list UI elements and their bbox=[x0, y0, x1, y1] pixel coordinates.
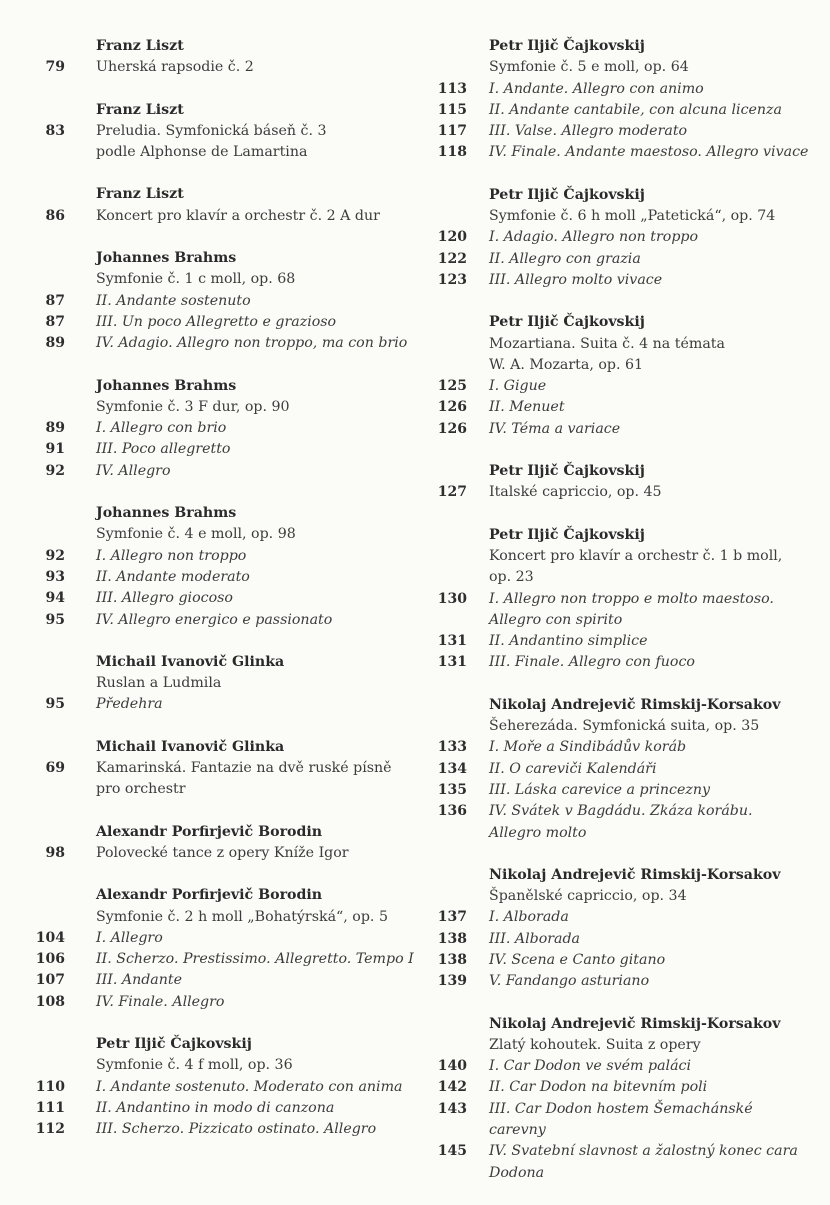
movement-row bbox=[0, 1077, 420, 1098]
movement-title: IV. Svátek v Bagdádu. Zkáza korábu. bbox=[489, 803, 753, 820]
page-number: 79 bbox=[45, 59, 65, 76]
movement-title: I. Car Dodon ve svém paláci bbox=[489, 1058, 692, 1075]
composer-name: Franz Liszt bbox=[96, 186, 184, 203]
composer-name: Petr Iljič Čajkovskij bbox=[489, 186, 645, 203]
movement-title: II. Andante cantabile, con alcuna licenza bbox=[489, 101, 782, 118]
page-number: 87 bbox=[45, 313, 65, 330]
page-number: 138 bbox=[437, 951, 467, 968]
page-number: 95 bbox=[45, 696, 65, 713]
movement-title: IV. Téma a variace bbox=[489, 420, 621, 437]
composer-name: Alexandr Porfirjevič Borodin bbox=[96, 887, 323, 904]
work-title: Mozartiana. Suita č. 4 na témata bbox=[489, 335, 725, 352]
work-title: Italské capriccio, op. 45 bbox=[489, 484, 662, 501]
page-number: 140 bbox=[437, 1058, 467, 1075]
work-title: Kamarinská. Fantazie na dvě ruské písně bbox=[96, 760, 392, 777]
index-entry bbox=[0, 376, 420, 482]
movement-row bbox=[0, 610, 420, 631]
index-entry bbox=[0, 36, 420, 79]
work-title: Uherská rapsodie č. 2 bbox=[96, 59, 254, 76]
movement-row bbox=[0, 928, 420, 949]
page-number: 93 bbox=[45, 568, 65, 585]
movement-row bbox=[0, 694, 420, 715]
movement-row bbox=[0, 588, 420, 609]
index-entry bbox=[0, 1034, 420, 1140]
movement-title: IV. Allegro energico e passionato bbox=[96, 611, 333, 628]
page-number: 142 bbox=[437, 1079, 467, 1096]
movement-row bbox=[415, 1077, 830, 1098]
work-title: op. 23 bbox=[489, 569, 534, 586]
composer-name: Johannes Brahms bbox=[96, 505, 237, 522]
composer-row bbox=[0, 737, 420, 758]
index-entry bbox=[415, 525, 830, 674]
movement-title: I. Alborada bbox=[489, 909, 569, 926]
page-number: 131 bbox=[437, 654, 467, 671]
work-row bbox=[415, 1035, 830, 1056]
movement-title: III. Finale. Allegro con fuoco bbox=[489, 654, 695, 671]
page-number: 86 bbox=[45, 207, 65, 224]
movement-row bbox=[415, 1056, 830, 1077]
composer-row bbox=[0, 376, 420, 397]
page-number: 92 bbox=[45, 462, 65, 479]
work-title: Symfonie č. 4 f moll, op. 36 bbox=[96, 1057, 293, 1074]
page-number: 134 bbox=[437, 760, 467, 777]
work-row bbox=[415, 57, 830, 78]
movement-title: III. Allegro molto vivace bbox=[489, 271, 663, 288]
page-number: 91 bbox=[45, 441, 65, 458]
page-number: 127 bbox=[437, 484, 467, 501]
movement-title: V. Fandango asturiano bbox=[489, 973, 650, 990]
movement-row bbox=[415, 1163, 830, 1184]
composer-row bbox=[0, 652, 420, 673]
index-entry bbox=[0, 248, 420, 354]
movement-title: I. Andante sostenuto. Moderato con anima bbox=[96, 1078, 403, 1095]
page-number: 113 bbox=[437, 80, 467, 97]
page-number: 117 bbox=[437, 123, 467, 140]
movement-row bbox=[415, 142, 830, 163]
movement-row bbox=[0, 461, 420, 482]
movement-row bbox=[415, 971, 830, 992]
work-row bbox=[415, 206, 830, 227]
movement-title: III. Car Dodon hostem Šemachánské bbox=[489, 1100, 753, 1117]
work-row bbox=[415, 334, 830, 355]
movement-row bbox=[415, 823, 830, 844]
movement-title: I. Gigue bbox=[489, 378, 547, 395]
movement-title: III. Allegro giocoso bbox=[96, 590, 233, 607]
page-number: 139 bbox=[437, 973, 467, 990]
movement-title: II. Scherzo. Prestissimo. Allegretto. Tempo I bbox=[96, 951, 414, 968]
movement-row bbox=[415, 419, 830, 440]
index-entry bbox=[0, 737, 420, 801]
movement-row bbox=[415, 227, 830, 248]
composer-row bbox=[415, 525, 830, 546]
movement-title: IV. Finale. Allegro bbox=[96, 993, 225, 1010]
movement-title: I. Moře a Sindibádův koráb bbox=[489, 739, 687, 756]
composer-row bbox=[0, 248, 420, 269]
page-number: 98 bbox=[45, 844, 65, 861]
movement-row bbox=[0, 992, 420, 1013]
movement-title: IV. Allegro bbox=[96, 462, 171, 479]
movement-row bbox=[0, 1119, 420, 1140]
movement-row bbox=[415, 121, 830, 142]
index-entry bbox=[415, 1014, 830, 1184]
page-number: 92 bbox=[45, 547, 65, 564]
movement-row bbox=[415, 79, 830, 100]
movement-row bbox=[0, 567, 420, 588]
page-number: 123 bbox=[437, 271, 467, 288]
composer-name: Petr Iljič Čajkovskij bbox=[96, 1035, 252, 1052]
movement-title: II. Allegro con grazia bbox=[489, 250, 641, 267]
movement-row bbox=[0, 291, 420, 312]
composer-row bbox=[415, 312, 830, 333]
page-number: 126 bbox=[437, 399, 467, 416]
movement-row bbox=[415, 759, 830, 780]
movement-title: III. Scherzo. Pizzicato ostinato. Allegro bbox=[96, 1121, 377, 1138]
movement-title: I. Allegro non troppo e molto maestoso. bbox=[489, 590, 774, 607]
movement-title: I. Allegro bbox=[96, 929, 163, 946]
page-number: 125 bbox=[437, 378, 467, 395]
page-number: 137 bbox=[437, 909, 467, 926]
movement-title: III. Andante bbox=[96, 972, 182, 989]
movement-row bbox=[415, 1141, 830, 1162]
composer-row bbox=[415, 1014, 830, 1035]
work-row bbox=[0, 269, 420, 290]
movement-row bbox=[415, 950, 830, 971]
work-title: Španělské capriccio, op. 34 bbox=[489, 888, 687, 905]
page-number: 107 bbox=[35, 972, 65, 989]
index-entry bbox=[0, 822, 420, 865]
movement-title: II. Car Dodon na bitevním poli bbox=[489, 1079, 708, 1096]
page-number: 130 bbox=[437, 590, 467, 607]
movement-title: II. Andante sostenuto bbox=[96, 292, 251, 309]
movement-title: II. O careviči Kalendáři bbox=[489, 760, 657, 777]
work-row bbox=[415, 716, 830, 737]
index-entry bbox=[0, 503, 420, 631]
page-number: 136 bbox=[437, 803, 467, 820]
movement-title: IV. Scena e Canto gitano bbox=[489, 951, 666, 968]
movement-title: IV. Adagio. Allegro non troppo, ma con brio bbox=[96, 335, 408, 352]
work-row bbox=[0, 673, 420, 694]
work-row bbox=[415, 567, 830, 588]
movement-title: IV. Finale. Andante maestoso. Allegro vivace bbox=[489, 144, 809, 161]
index-entry bbox=[415, 312, 830, 440]
movement-row bbox=[415, 589, 830, 610]
movement-title: III. Valse. Allegro moderato bbox=[489, 123, 688, 140]
index-entry bbox=[415, 36, 830, 164]
page-number: 135 bbox=[437, 781, 467, 798]
work-row bbox=[0, 779, 420, 800]
composer-row bbox=[0, 885, 420, 906]
work-title: Ruslan a Ludmila bbox=[96, 675, 222, 692]
movement-row bbox=[415, 249, 830, 270]
index-entry bbox=[415, 695, 830, 844]
work-title: pro orchestr bbox=[96, 781, 186, 798]
page-number: 69 bbox=[45, 760, 65, 777]
work-row bbox=[0, 524, 420, 545]
page-number: 111 bbox=[35, 1099, 65, 1116]
composer-name: Petr Iljič Čajkovskij bbox=[489, 38, 645, 54]
composer-name: Nikolaj Andrejevič Rimskij-Korsakov bbox=[489, 1015, 781, 1032]
composer-name: Petr Iljič Čajkovskij bbox=[489, 526, 645, 543]
composer-name: Michail Ivanovič Glinka bbox=[96, 653, 285, 670]
work-row bbox=[0, 206, 420, 227]
movement-row bbox=[0, 970, 420, 991]
movement-title: I. Andante. Allegro con animo bbox=[489, 80, 704, 97]
page-number: 94 bbox=[45, 590, 65, 607]
page-number: 112 bbox=[35, 1121, 65, 1138]
movement-row bbox=[415, 801, 830, 822]
composer-name: Petr Iljič Čajkovskij bbox=[489, 463, 645, 480]
composer-row bbox=[0, 100, 420, 121]
page-number: 122 bbox=[437, 250, 467, 267]
work-row bbox=[415, 482, 830, 503]
movement-row bbox=[415, 376, 830, 397]
movement-title: II. Menuet bbox=[489, 399, 565, 416]
index-entry bbox=[0, 652, 420, 716]
page-number: 89 bbox=[45, 420, 65, 437]
composer-row bbox=[415, 36, 830, 57]
work-title: Šeherezáda. Symfonická suita, op. 35 bbox=[489, 718, 760, 735]
work-row bbox=[0, 397, 420, 418]
movement-row bbox=[415, 780, 830, 801]
movement-row bbox=[415, 737, 830, 758]
movement-row bbox=[415, 1099, 830, 1120]
composer-row bbox=[415, 461, 830, 482]
movement-title: III. Alborada bbox=[489, 930, 581, 947]
index-entry bbox=[0, 100, 420, 164]
page-number: 108 bbox=[35, 993, 65, 1010]
page-number: 118 bbox=[437, 144, 467, 161]
index-entry bbox=[415, 865, 830, 993]
movement-row bbox=[415, 397, 830, 418]
movement-title: carevny bbox=[489, 1122, 546, 1139]
composer-row bbox=[0, 503, 420, 524]
movement-title: I. Adagio. Allegro non troppo bbox=[489, 229, 699, 246]
movement-title: II. Andantino simplice bbox=[489, 633, 648, 650]
composer-row bbox=[415, 865, 830, 886]
work-title: Polovecké tance z opery Kníže Igor bbox=[96, 844, 349, 861]
page-number: 145 bbox=[437, 1143, 467, 1160]
work-title: Symfonie č. 1 c moll, op. 68 bbox=[96, 271, 296, 288]
left-column bbox=[0, 36, 420, 1161]
index-entry bbox=[0, 184, 420, 227]
composer-row bbox=[0, 184, 420, 205]
work-row bbox=[0, 121, 420, 142]
right-column bbox=[415, 36, 830, 1205]
work-title: W. A. Mozarta, op. 61 bbox=[489, 356, 644, 373]
movement-title: II. Andante moderato bbox=[96, 568, 250, 585]
movement-row bbox=[415, 610, 830, 631]
page-number: 131 bbox=[437, 633, 467, 650]
page-number: 115 bbox=[437, 101, 467, 118]
movement-title: IV. Svatební slavnost a žalostný konec cara bbox=[489, 1143, 798, 1160]
work-row bbox=[0, 1055, 420, 1076]
page-number: 104 bbox=[35, 929, 65, 946]
work-title: Symfonie č. 3 F dur, op. 90 bbox=[96, 398, 290, 415]
composer-row bbox=[0, 36, 420, 57]
movement-row bbox=[415, 631, 830, 652]
page-number: 138 bbox=[437, 930, 467, 947]
index-entry bbox=[0, 885, 420, 1013]
page-number: 110 bbox=[35, 1078, 65, 1095]
work-title: Symfonie č. 5 e moll, op. 64 bbox=[489, 59, 689, 76]
movement-title: I. Allegro non troppo bbox=[96, 547, 247, 564]
work-row bbox=[415, 355, 830, 376]
composer-name: Franz Liszt bbox=[96, 101, 184, 118]
work-row bbox=[0, 57, 420, 78]
composer-name: Nikolaj Andrejevič Rimskij-Korsakov bbox=[489, 696, 781, 713]
index-entry bbox=[415, 185, 830, 291]
movement-row bbox=[0, 546, 420, 567]
composer-row bbox=[0, 822, 420, 843]
composer-row bbox=[0, 1034, 420, 1055]
work-row bbox=[0, 843, 420, 864]
work-title: Symfonie č. 2 h moll „Bohatýrská“, op. 5 bbox=[96, 908, 388, 925]
work-title: Koncert pro klavír a orchestr č. 1 b moll, bbox=[489, 547, 783, 564]
movement-title: Allegro molto bbox=[489, 824, 587, 841]
movement-row bbox=[0, 312, 420, 333]
movement-row bbox=[415, 270, 830, 291]
page-number: 87 bbox=[45, 292, 65, 309]
movement-row bbox=[0, 949, 420, 970]
composer-name: Michail Ivanovič Glinka bbox=[96, 738, 285, 755]
page-number: 83 bbox=[45, 122, 65, 139]
composer-row bbox=[415, 695, 830, 716]
movement-title: Allegro con spirito bbox=[489, 611, 623, 628]
movement-title: III. Un poco Allegretto e grazioso bbox=[96, 313, 337, 330]
index-entry bbox=[415, 461, 830, 504]
movement-title: II. Andantino in modo di canzona bbox=[96, 1099, 335, 1116]
movement-row bbox=[415, 907, 830, 928]
movement-title: III. Poco allegretto bbox=[96, 441, 231, 458]
movement-title: III. Láska carevice a princezny bbox=[489, 781, 711, 798]
composer-name: Petr Iljič Čajkovskij bbox=[489, 314, 645, 331]
page-number: 95 bbox=[45, 611, 65, 628]
page-number: 89 bbox=[45, 335, 65, 352]
movement-row bbox=[0, 418, 420, 439]
composer-row bbox=[415, 185, 830, 206]
movement-row bbox=[415, 1120, 830, 1141]
page-number: 126 bbox=[437, 420, 467, 437]
composer-name: Johannes Brahms bbox=[96, 250, 237, 267]
work-title: Zlatý kohoutek. Suita z opery bbox=[489, 1036, 701, 1053]
movement-title: I. Allegro con brio bbox=[96, 420, 227, 437]
movement-row bbox=[415, 929, 830, 950]
work-title: podle Alphonse de Lamartina bbox=[96, 144, 308, 161]
work-row bbox=[415, 886, 830, 907]
movement-row bbox=[0, 333, 420, 354]
work-title: Symfonie č. 4 e moll, op. 98 bbox=[96, 526, 296, 543]
composer-name: Johannes Brahms bbox=[96, 377, 237, 394]
movement-row bbox=[415, 652, 830, 673]
work-title: Symfonie č. 6 h moll „Patetická“, op. 74 bbox=[489, 208, 776, 225]
movement-row bbox=[0, 1098, 420, 1119]
work-row bbox=[0, 907, 420, 928]
page-number: 143 bbox=[437, 1100, 467, 1117]
work-title: Koncert pro klavír a orchestr č. 2 A dur bbox=[96, 207, 380, 224]
page-number: 120 bbox=[437, 229, 467, 246]
page-number: 133 bbox=[437, 739, 467, 756]
movement-title: Dodona bbox=[489, 1164, 545, 1181]
work-row bbox=[415, 546, 830, 567]
composer-name: Alexandr Porfirjevič Borodin bbox=[96, 823, 323, 840]
work-title: Preludia. Symfonická báseň č. 3 bbox=[96, 122, 327, 139]
composer-name: Franz Liszt bbox=[96, 38, 184, 54]
work-row bbox=[0, 758, 420, 779]
page-number: 106 bbox=[35, 951, 65, 968]
movement-row bbox=[0, 439, 420, 460]
composer-name: Nikolaj Andrejevič Rimskij-Korsakov bbox=[489, 866, 781, 883]
work-row bbox=[0, 142, 420, 163]
movement-title: Předehra bbox=[96, 696, 163, 713]
movement-row bbox=[415, 100, 830, 121]
